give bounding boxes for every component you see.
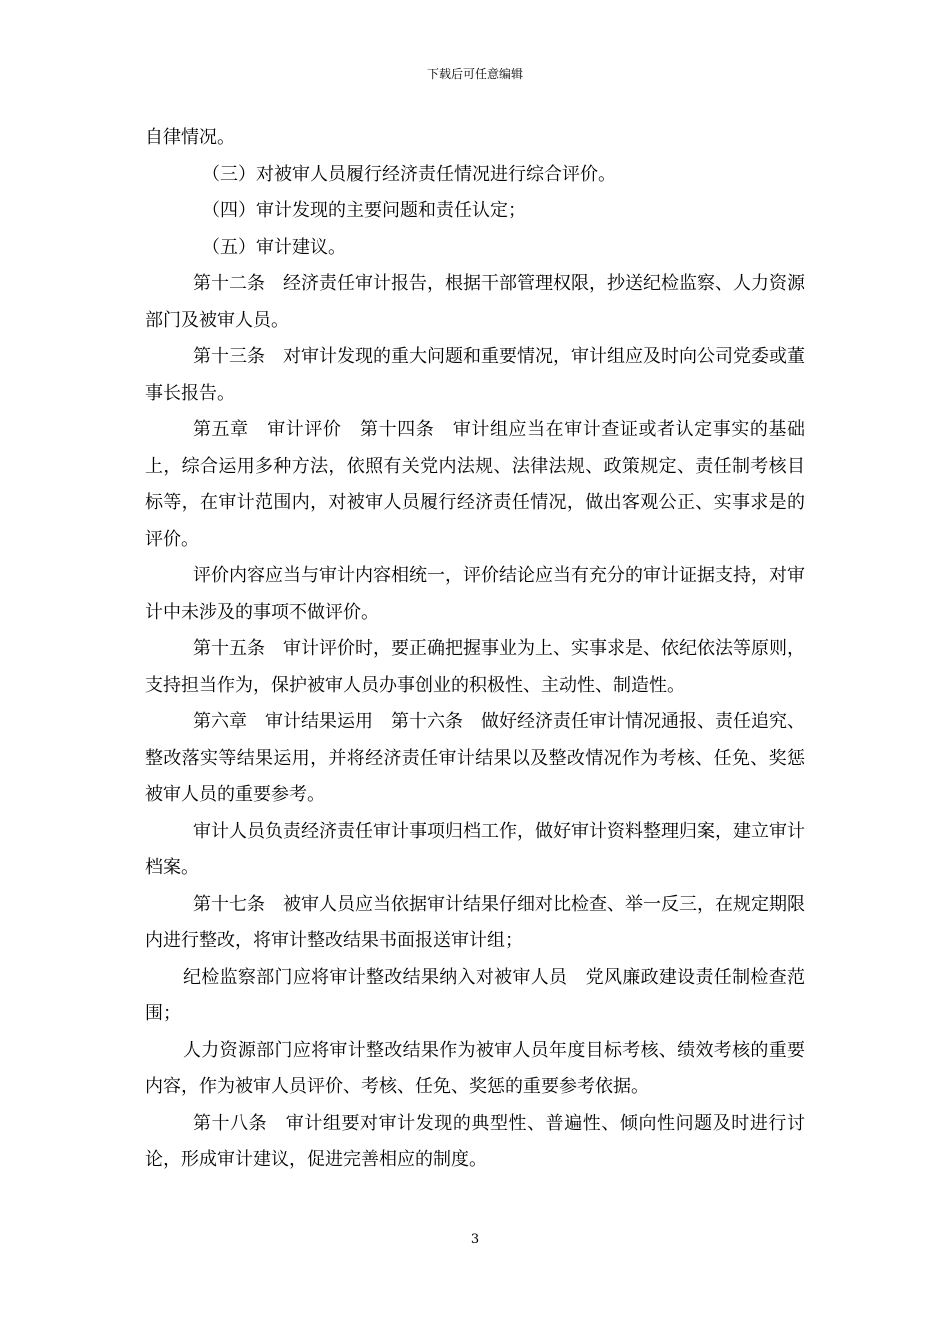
- paragraph-item-3: （三）对被审人员履行经济责任情况进行综合评价。: [202, 163, 616, 185]
- paragraph-item-5: （五）审计建议。: [202, 236, 346, 258]
- paragraph-chapter-6-article-16: 第六章 审计结果运用 第十六条 做好经济责任审计情况通报、责任追究、整改落实等结果运用，并将经济责任审计结果以及整改情况作为考核、任免、奖惩被审人员的重要参考。: [145, 711, 805, 805]
- paragraph-article-15: 第十五条 审计评价时，要正确把握事业为上、实事求是、依纪依法等原则，支持担当作为，保护被审人员办事创业的积极性、主动性、制造性。: [145, 638, 805, 696]
- document-body: [145, 120, 805, 1179]
- paragraph-article-12: 第十二条 经济责任审计报告，根据干部管理权限，抄送纪检监察、人力资源部门及被审人员。: [145, 273, 805, 331]
- paragraph-discipline-department: 纪检监察部门应将审计整改结果纳入对被审人员 党风廉政建设责任制检查范围；: [145, 966, 805, 1024]
- paragraph-article-13: 第十三条 对审计发现的重大问题和重要情况，审计组应及时向公司党委或董事长报告。: [145, 346, 805, 404]
- paragraph-self-discipline: 自律情况。: [145, 127, 235, 148]
- paragraph-article-17: 第十七条 被审人员应当依据审计结果仔细对比检查、举一反三，在规定期限内进行整改，将审计整改结果书面报送审计组；: [145, 893, 805, 951]
- paragraph-article-18: 第十八条 审计组要对审计发现的典型性、普遍性、倾向性问题及时进行讨论，形成审计建议，促进完善相应的制度。: [145, 1112, 805, 1170]
- page-header-note: 下载后可任意编辑: [426, 67, 523, 81]
- paragraph-item-4: （四）审计发现的主要问题和责任认定；: [202, 200, 526, 221]
- paragraph-evaluation-content: 评价内容应当与审计内容相统一，评价结论应当有充分的审计证据支持，对审计中未涉及的事项不做评价。: [145, 565, 805, 623]
- paragraph-archiving: 审计人员负责经济责任审计事项归档工作，做好审计资料整理归案，建立审计档案。: [145, 820, 805, 878]
- paragraph-hr-department: 人力资源部门应将审计整改结果作为被审人员年度目标考核、绩效考核的重要内容，作为被审人员评价、考核、任免、奖惩的重要参考依据。: [145, 1039, 805, 1097]
- page-number: 3: [470, 1232, 480, 1247]
- paragraph-chapter-5-article-14: 第五章 审计评价 第十四条 审计组应当在审计查证或者认定事实的基础上，综合运用多种方法，依照有关党内法规、法律法规、政策规定、责任制考核目标等，在审计范围内，对被审人员履行经济责任情况，做出客观公正、实事求是的评价。: [145, 419, 805, 550]
